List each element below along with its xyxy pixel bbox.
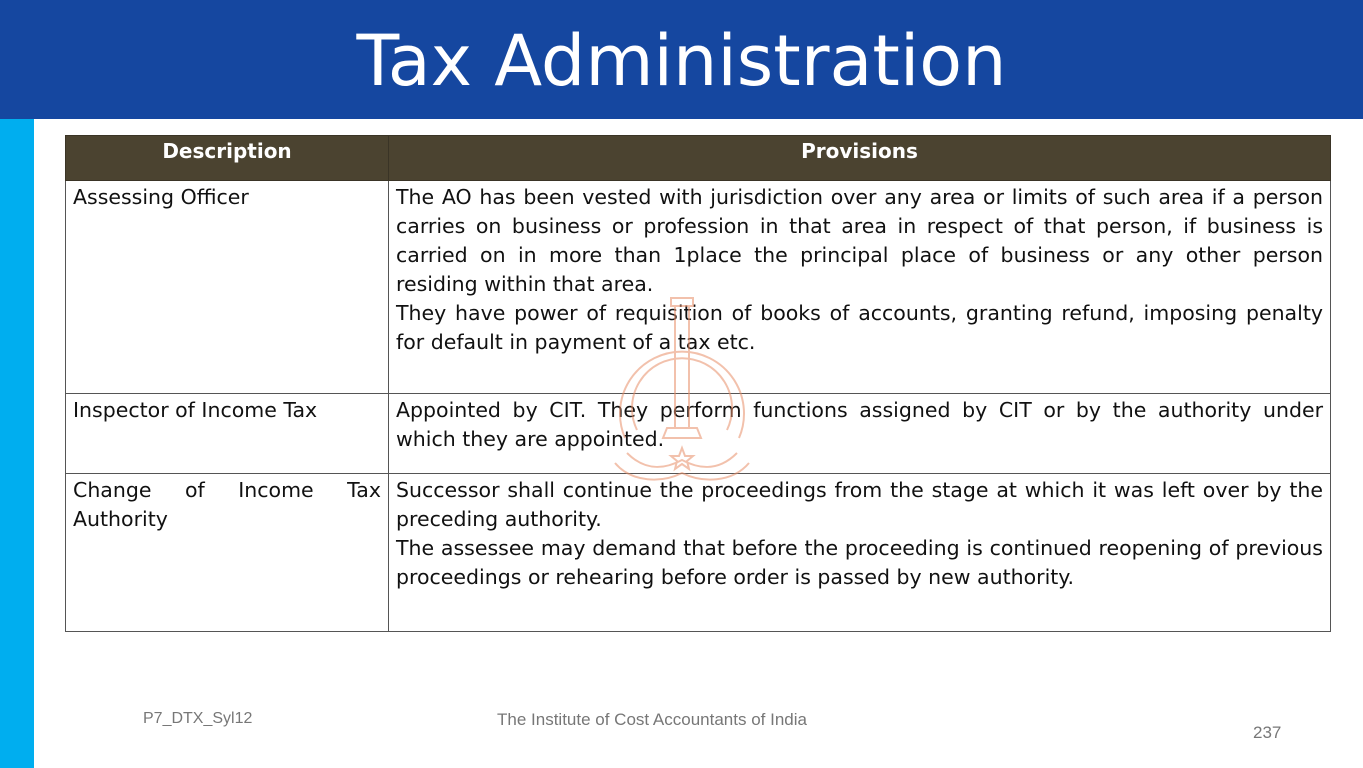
column-header-description: Description <box>66 136 389 181</box>
row-provisions <box>389 474 1331 632</box>
row-provisions <box>389 181 1331 394</box>
header-bar <box>0 0 1363 119</box>
provision-paragraph: Successor shall continue the proceedings from the stage at which it was left over by the preceding authority. <box>396 478 1323 531</box>
side-accent-bar <box>0 119 34 768</box>
provision-paragraph: They have power of requisition of books of accounts, granting refund, imposing penalty for default in payment of a tax etc. <box>396 301 1323 354</box>
row-provisions <box>389 394 1331 474</box>
table-row <box>66 474 1331 632</box>
column-header-provisions: Provisions <box>389 136 1331 181</box>
table-header-row <box>66 136 1331 181</box>
page-title: Tax Administration <box>356 20 1007 102</box>
provision-paragraph: The AO has been vested with jurisdiction over any area or limits of such area if a person carries on business or profession in that area in respect of that person, if business is carried on in more than 1place the principal place of business or any other person residing within that area. <box>396 185 1323 296</box>
page-number: 237 <box>1253 723 1282 742</box>
footer-institute: The Institute of Cost Accountants of India <box>497 710 807 729</box>
footer-code: P7_DTX_Syl12 <box>143 710 253 727</box>
row-description: Inspector of Income Tax <box>66 394 389 474</box>
provision-paragraph: The assessee may demand that before the proceeding is continued reopening of previous proceedings or rehearing before order is passed by new authority. <box>396 536 1323 589</box>
institute-seal-icon <box>607 278 757 488</box>
provision-paragraph: Appointed by CIT. They perform functions assigned by CIT or by the authority under which they are appointed. <box>396 398 1323 451</box>
row-description: Assessing Officer <box>66 181 389 394</box>
row-description: Change of Income Tax Authority <box>66 474 389 632</box>
